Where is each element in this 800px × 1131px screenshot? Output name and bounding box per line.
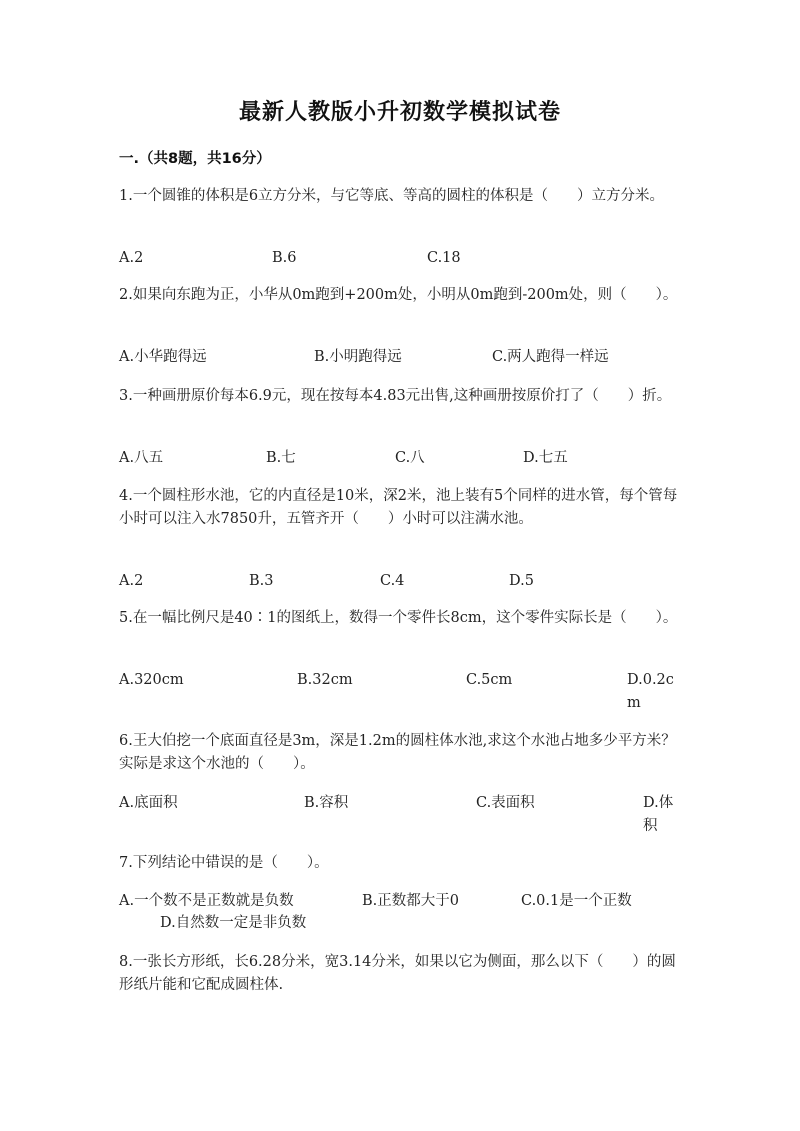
question-6-option-b: B.容积 xyxy=(304,795,349,811)
question-5-option-d: D.0.2cm xyxy=(627,672,674,711)
question-7-option-b: B.正数都大于0 xyxy=(362,893,459,909)
question-1-option-a: A.2 xyxy=(119,250,144,266)
question-6-stem: 6.王大伯挖一个底面直径是3m，深是1.2m的圆柱体水池,求这个水池占地多少平方米？实际是求这个水池的（ ）。 xyxy=(119,733,676,772)
question-4-stem: 4.一个圆柱形水池，它的内直径是10米，深2米，池上装有5个同样的进水管，每个管每小时可以注入水7850升，五管齐开（ ）小时可以注满水池。 xyxy=(119,488,678,527)
question-8-stem: 8.一张长方形纸，长6.28分米，宽3.14分米，如果以它为侧面，那么以下（ ）的圆形纸片能和它配成圆柱体. xyxy=(119,954,676,993)
question-7-option-d: D.自然数一定是非负数 xyxy=(160,915,307,931)
question-3-option-d: D.七五 xyxy=(523,450,568,466)
question-4-option-b: B.3 xyxy=(249,573,274,589)
question-2-option-c: C.两人跑得一样远 xyxy=(492,349,609,365)
question-5-stem: 5.在一幅比例尺是40∶1的图纸上，数得一个零件长8cm，这个零件实际长是（ ）。 xyxy=(119,610,678,626)
question-3-option-c: C.八 xyxy=(395,450,425,466)
question-1-option-c: C.18 xyxy=(427,250,461,266)
question-5-option-d-row xyxy=(119,669,679,715)
question-6-option-c: C.表面积 xyxy=(476,795,535,811)
question-4-option-c: C.4 xyxy=(380,573,405,589)
question-7-option-a: A.一个数不是正数就是负数 xyxy=(119,893,294,909)
section-heading: 一.（共8题，共16分） xyxy=(119,151,271,167)
question-1-stem: 1.一个圆锥的体积是6立方分米，与它等底、等高的圆柱的体积是（ ）立方分米。 xyxy=(119,188,665,204)
page-title: 最新人教版小升初数学模拟试卷 xyxy=(238,100,561,125)
question-7-stem: 7.下列结论中错误的是（ ）。 xyxy=(119,855,329,871)
question-5-option-c: C.5cm xyxy=(466,672,513,688)
question-2-option-b: B.小明跑得远 xyxy=(314,349,402,365)
question-7-option-c: C.0.1是一个正数 xyxy=(521,893,632,909)
question-2-option-a: A.小华跑得远 xyxy=(119,349,207,365)
question-3-stem: 3.一种画册原价每本6.9元，现在按每本4.83元出售,这种画册按原价打了（ ）折。 xyxy=(119,388,672,404)
question-4-option-d: D.5 xyxy=(509,573,534,589)
question-5-option-a: A.320cm xyxy=(119,672,184,688)
question-1-option-b: B.6 xyxy=(272,250,297,266)
question-6-option-a: A.底面积 xyxy=(119,795,178,811)
question-5-option-b: B.32cm xyxy=(297,672,353,688)
question-3-option-b: B.七 xyxy=(266,450,296,466)
question-6-option-d: D.体积 xyxy=(643,795,674,834)
question-6-option-d-row xyxy=(119,792,679,838)
question-2-stem: 2.如果向东跑为正，小华从0m跑到+200m处，小明从0m跑到-200m处，则（ ）。 xyxy=(119,287,678,303)
question-3-option-a: A.八五 xyxy=(119,450,164,466)
question-4-option-a: A.2 xyxy=(119,573,144,589)
